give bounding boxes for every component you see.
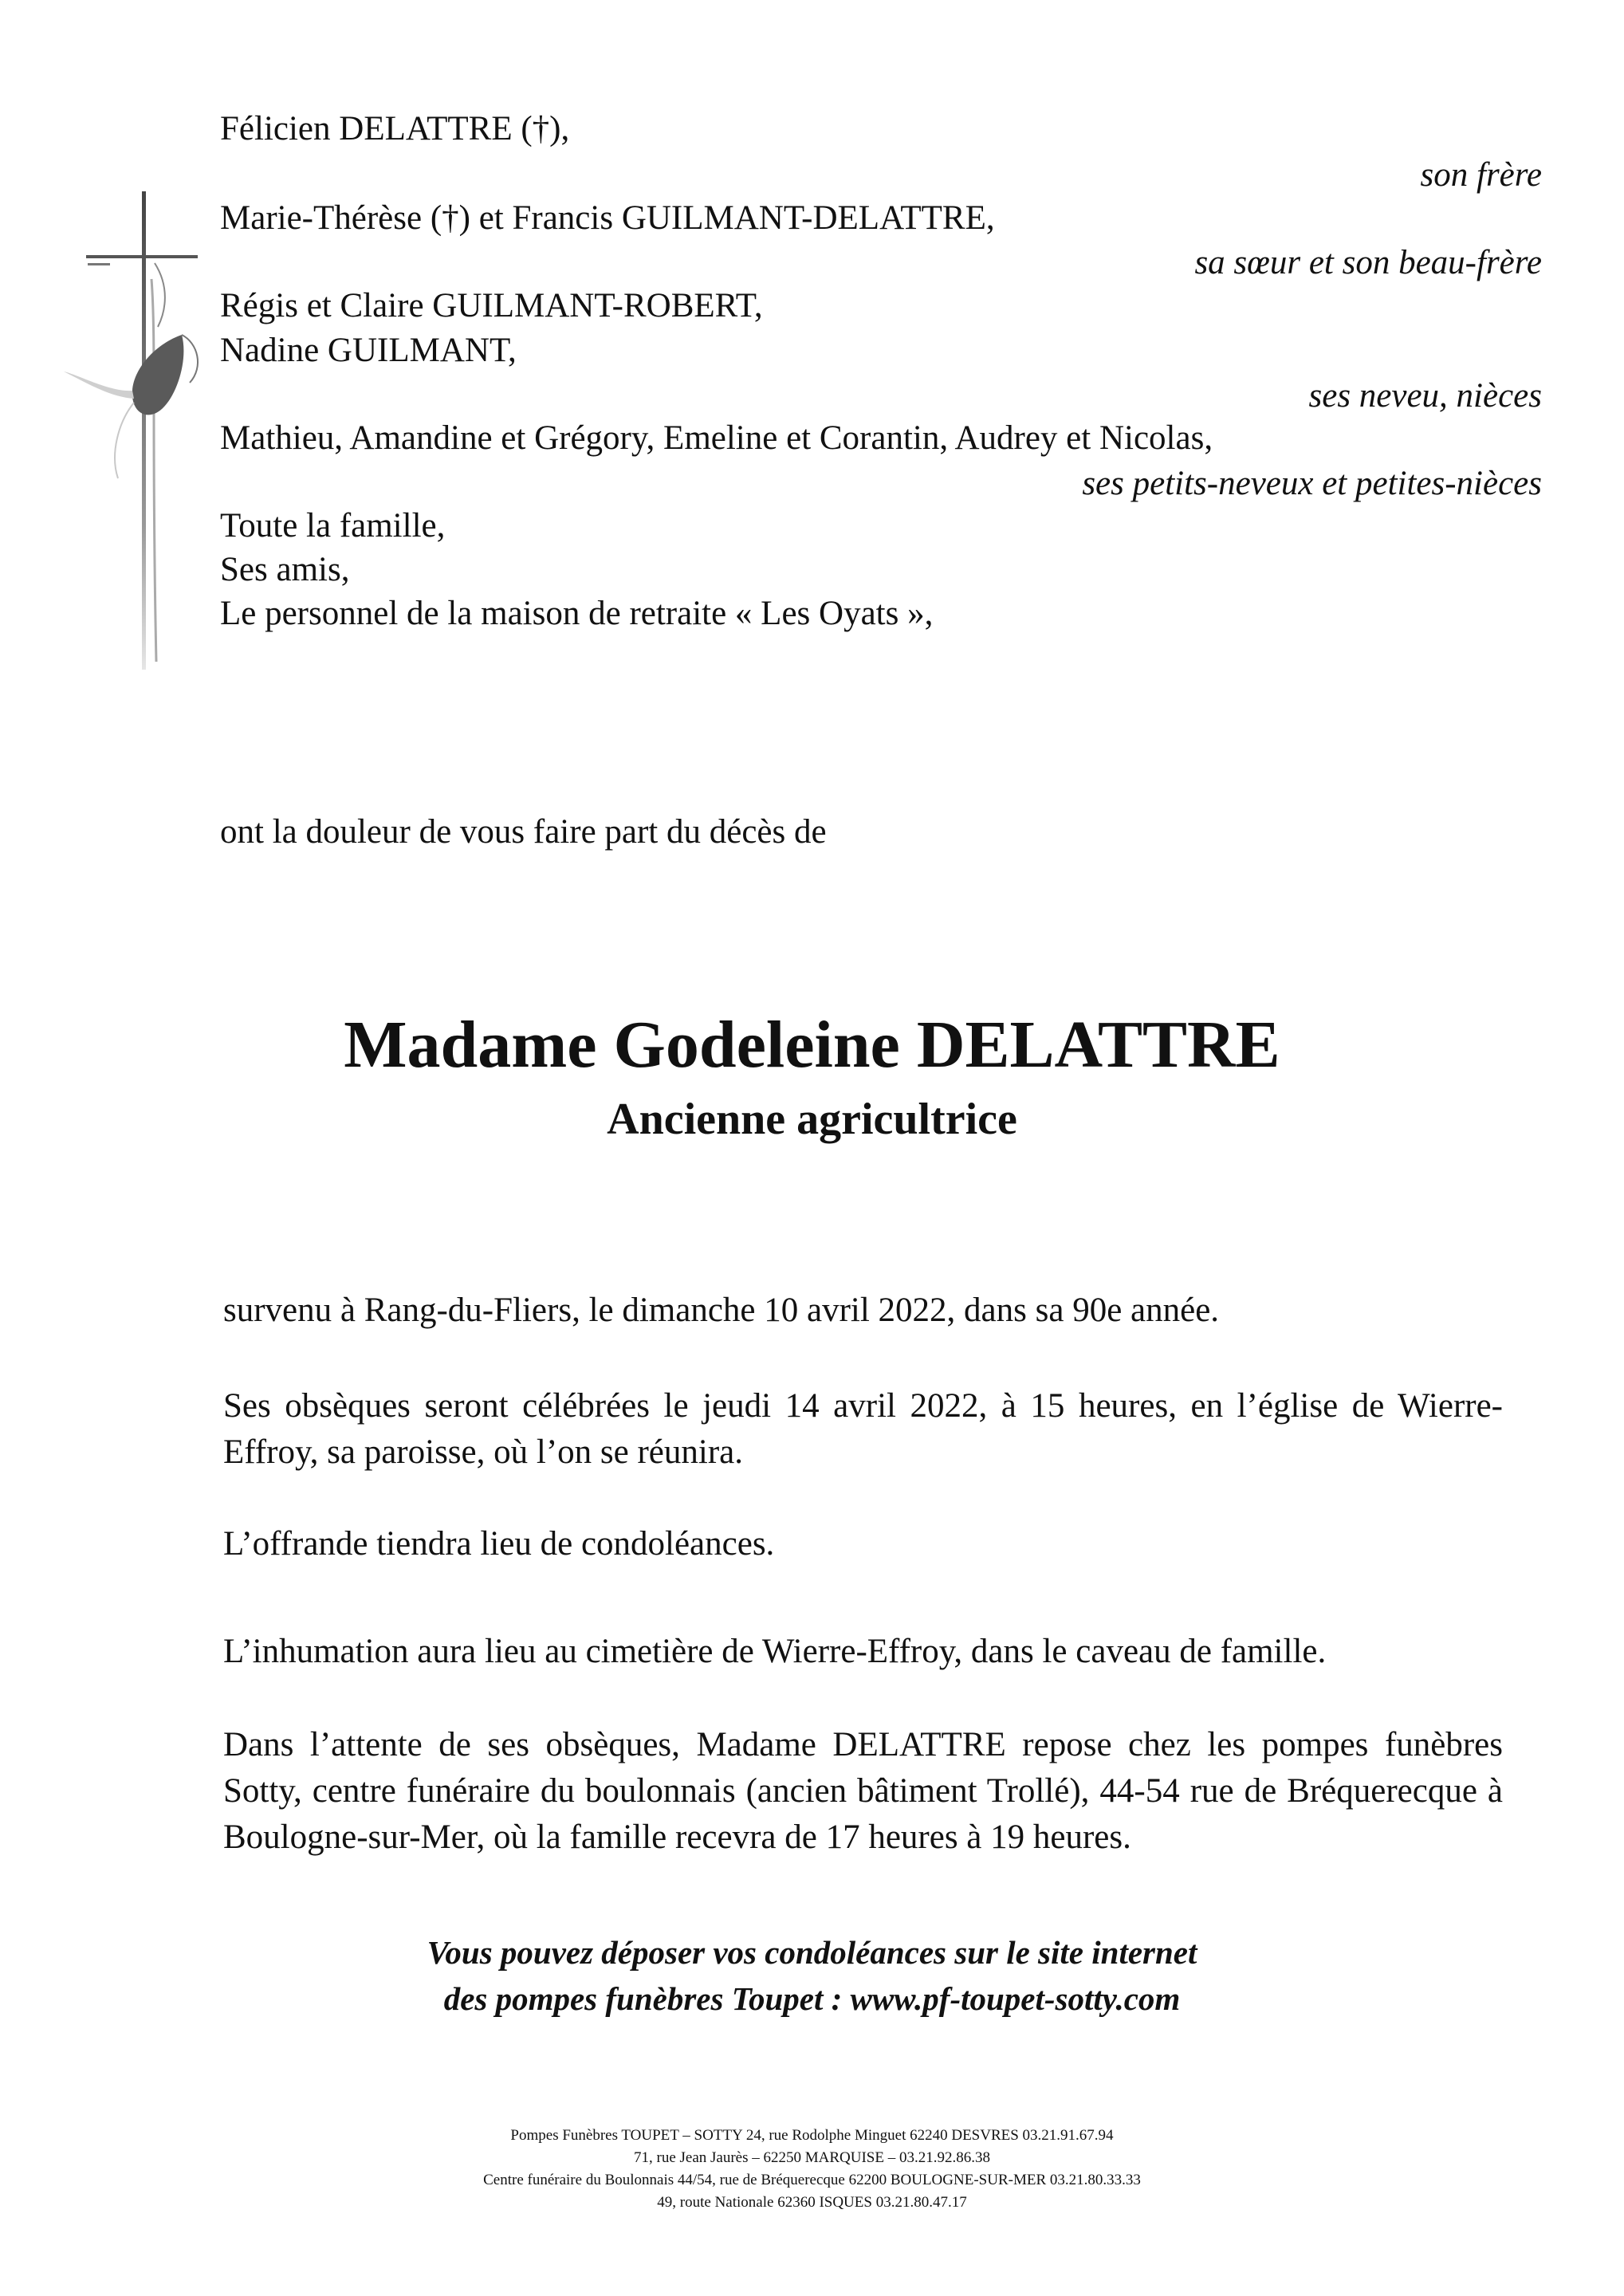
family-nadine: Nadine GUILMANT, [220, 332, 517, 369]
cross-lily-icon [62, 183, 214, 694]
deceased-occupation: Ancienne agricultrice [607, 1095, 1017, 1144]
relation-grandnephews: ses petits-neveux et petites-nièces [1082, 465, 1542, 502]
footer-line-3: Centre funéraire du Boulonnais 44/54, rue de Bréquerecque 62200 BOULOGNE-SUR-MER 03.21.80.33.33 [483, 2172, 1141, 2188]
announcement-text: ont la douleur de vous faire part du décès de [220, 813, 827, 851]
relation-sister: sa sœur et son beau-frère [1194, 244, 1542, 281]
family-marie-therese: Marie-Thérèse (†) et Francis GUILMANT-DELATTRE, [220, 199, 995, 237]
death-paragraph: survenu à Rang-du-Fliers, le dimanche 10 avril 2022, dans sa 90e année. [223, 1292, 1220, 1329]
family-regis: Régis et Claire GUILMANT-ROBERT, [220, 287, 763, 324]
funeral-paragraph: Ses obsèques seront célébrées le jeudi 14 avril 2022, à 15 heures, en l’église de Wierre-Effroy, sa paroisse, où l’on se réunira. [223, 1387, 1503, 1471]
condolences-line-1: Vous pouvez déposer vos condoléances sur le site internet [427, 1934, 1197, 1971]
viewing-paragraph: Dans l’attente de ses obsèques, Madame DELATTRE repose chez les pompes funèbres Sotty, centre funéraire du boulonnais (ancien bâtiment Trollé), 44-54 rue de Bréquerecque à Boulogne-sur-Mer, où la famille recevra de 17 heures à 19 heures. [223, 1726, 1503, 1856]
family-grandnephews: Mathieu, Amandine et Grégory, Emeline et Corantin, Audrey et Nicolas, [220, 419, 1213, 457]
deceased-name: Madame Godeleine DELATTRE [344, 1008, 1280, 1082]
footer-line-2: 71, rue Jean Jaurès – 62250 MARQUISE – 03.21.92.86.38 [634, 2149, 990, 2166]
footer-line-1: Pompes Funèbres TOUPET – SOTTY 24, rue Rodolphe Minguet 62240 DESVRES 03.21.91.67.94 [510, 2127, 1114, 2144]
relation-nephews: ses neveu, nièces [1308, 377, 1542, 415]
condolences-line-2: des pompes funèbres Toupet : www.pf-toupet-sotty.com [443, 1980, 1181, 2017]
offering-paragraph: L’offrande tiendra lieu de condoléances. [223, 1525, 775, 1563]
family-felicien: Félicien DELATTRE (†), [220, 110, 570, 147]
relation-brother: son frère [1420, 156, 1542, 194]
footer-line-4: 49, route Nationale 62360 ISQUES 03.21.80.47.17 [657, 2194, 967, 2211]
family-all: Toute la famille, [220, 507, 446, 545]
family-friends: Ses amis, [220, 551, 350, 588]
family-staff: Le personnel de la maison de retraite « Les Oyats », [220, 595, 934, 632]
burial-paragraph: L’inhumation aura lieu au cimetière de Wierre-Effroy, dans le caveau de famille. [223, 1633, 1327, 1670]
